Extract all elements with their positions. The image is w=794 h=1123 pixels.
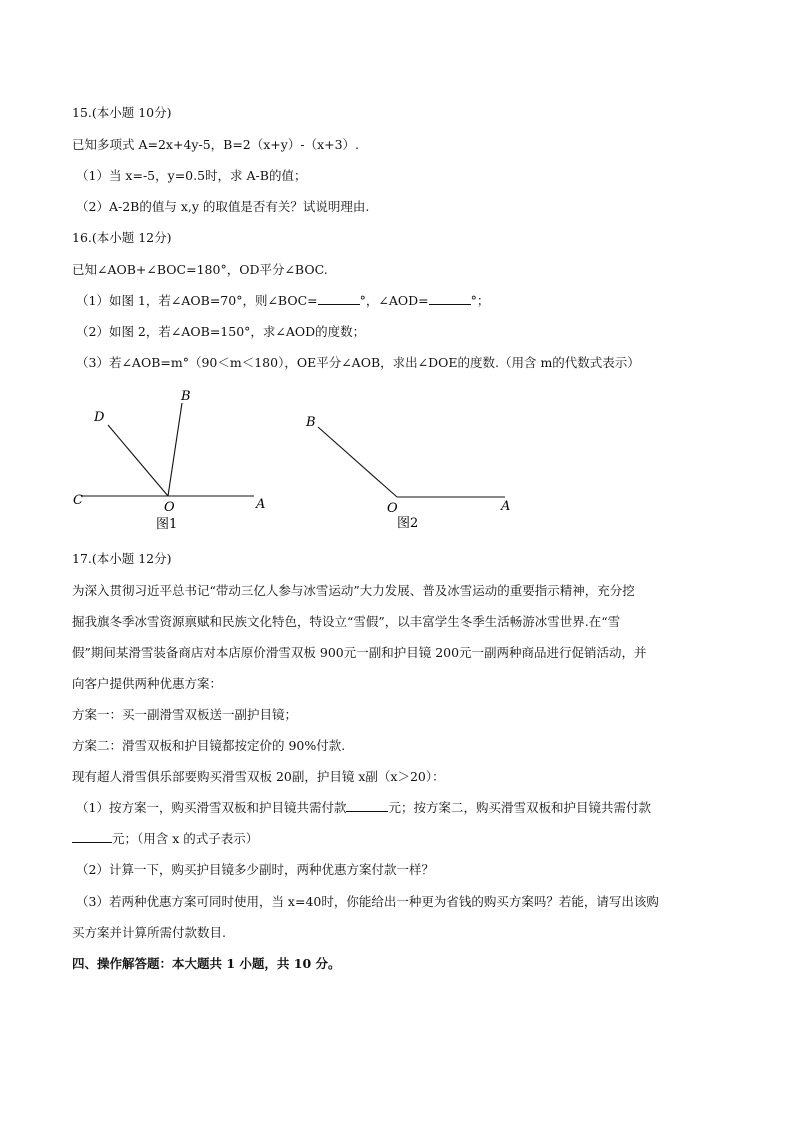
q17-paragraph-line4: 向客户提供两种优惠方案：: [72, 676, 223, 691]
q16-part1: [76, 292, 489, 310]
answer-blank-plan1[interactable]: [346, 811, 388, 812]
q17-part1-text-c: 元；（用含 x 的式子表示）: [112, 831, 259, 846]
fig2-caption: 图2: [397, 516, 419, 531]
fig1-caption: 图1: [156, 517, 178, 532]
answer-blank-boc[interactable]: [318, 304, 360, 305]
fig1-label-b: B: [181, 389, 191, 404]
fig1-ray-od: [108, 425, 168, 496]
q15-part1: （1）当 x=-5，y=0.5时，求 A-B的值；: [76, 168, 307, 183]
q17-part3-line2: 买方案并计算所需付款数目.: [72, 925, 226, 940]
q16-header: 16.(本小题 12分): [72, 230, 172, 245]
fig1-label-o: O: [164, 500, 175, 515]
fig2-label-b: B: [306, 415, 316, 430]
q17-part1-cont: [72, 830, 258, 848]
q16-stem: 已知∠AOB+∠BOC=180°，OD平分∠BOC.: [72, 262, 328, 277]
q17-condition: 现有超人滑雪俱乐部要购买滑雪双板 20副，护目镜 x副（x＞20）：: [72, 769, 445, 784]
answer-blank-plan2[interactable]: [72, 842, 112, 843]
fig2-label-a: A: [501, 499, 511, 514]
q16-part1-text-c: °；: [470, 293, 490, 308]
fig2-ray-ob: [318, 427, 397, 497]
fig1-label-a: A: [256, 497, 266, 512]
q17-paragraph-line1: 为深入贯彻习近平总书记“带动三亿人参与冰雪运动”大力发展、普及冰雪运动的重要指示精神，充分挖: [72, 583, 635, 598]
q17-part3-line1: （3）若两种优惠方案可同时使用，当 x=40时，你能给出一种更为省钱的购买方案吗？若能，请写出该购: [76, 894, 659, 909]
fig1-label-d: D: [94, 410, 105, 425]
q16-part1-text-a: （1）如图 1，若∠AOB=70°，则∠BOC=: [76, 293, 318, 308]
q16-part1-text-b: °，∠AOD=: [359, 293, 429, 308]
answer-blank-aod[interactable]: [429, 304, 471, 305]
q17-header: 17.(本小题 12分): [72, 551, 172, 566]
q16-part2: （2）如图 2，若∠AOB=150°，求∠AOD的度数；: [76, 324, 366, 339]
fig1-ray-ob: [168, 403, 182, 496]
fig1-label-c: C: [73, 493, 83, 508]
q15-part2: （2）A-2B的值与 x,y 的取值是否有关？试说明理由.: [76, 199, 370, 214]
q15-header: 15.(本小题 10分): [72, 105, 172, 120]
q16-part3: （3）若∠AOB=m°（90＜m＜180），OE平分∠AOB，求出∠DOE的度数.（用含 m的代数式表示）: [76, 355, 640, 370]
q17-part2: （2）计算一下，购买护目镜多少副时，两种优惠方案付款一样？: [76, 862, 434, 877]
section-4-heading: 四、操作解答题：本大题共 1 小题，共 10 分。: [72, 956, 341, 971]
q17-plan2: 方案二：滑雪双板和护目镜都按定价的 90%付款.: [72, 738, 346, 753]
q17-part1-text-a: （1）按方案一，购买滑雪双板和护目镜共需付款: [76, 800, 347, 815]
q15-stem: 已知多项式 A=2x+4y-5，B=2（x+y）-（x+3）.: [72, 137, 360, 152]
figure-1: [60, 385, 280, 535]
q17-paragraph-line3: 假”期间某滑雪装备商店对本店原价滑雪双板 900元一副和护目镜 200元一副两种商品进行促销活动，并: [72, 645, 647, 660]
figure-2: [296, 405, 526, 535]
q17-part1-text-b: 元；按方案二，购买滑雪双板和护目镜共需付款: [388, 800, 651, 815]
q17-part1: [76, 799, 651, 817]
q17-plan1: 方案一：买一副滑雪双板送一副护目镜；: [72, 707, 298, 722]
fig2-label-o: O: [387, 501, 398, 516]
q17-paragraph-line2: 掘我旗冬季冰雪资源禀赋和民族文化特色，特设立“雪假”，以丰富学生冬季生活畅游冰雪世界.在“雪: [72, 614, 621, 629]
